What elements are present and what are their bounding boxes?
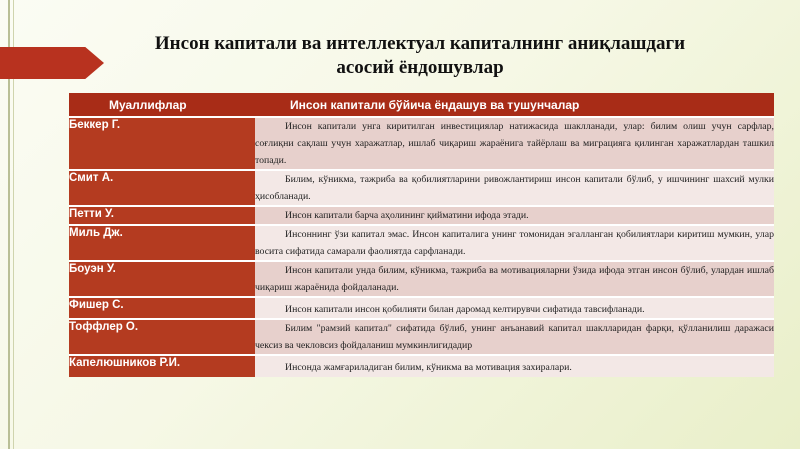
description-text: Инсон капитали инсон қобилияти билан даромад келтирувчи сифатида тавсифланади. [285,304,645,315]
table-row [69,225,774,261]
description-cell [255,355,774,377]
author-cell: Беккер Г. [69,117,255,170]
slide-title [112,32,728,80]
author-cell: Смит А. [69,170,255,206]
author-cell: Капелюшников Р.И. [69,355,255,377]
table-header-row [69,93,774,117]
description-text: Инсон капитали барча аҳолининг қийматини ифода этади. [285,210,529,221]
description-text: Инсон капитали унда билим, кўникма, тажриба ва мотивацияларни ўзида ифода этган инсон бўлиб, улардан ишлаб чиқариш жараёнида фойдаланади. [255,265,774,293]
author-cell: Тоффлер О. [69,319,255,355]
author-cell: Миль Дж. [69,225,255,261]
description-cell [255,206,774,225]
arrow-banner [0,47,104,79]
description-cell [255,225,774,261]
description-cell [255,170,774,206]
description-cell [255,319,774,355]
description-cell [255,117,774,170]
table-row [69,117,774,170]
table-row [69,297,774,319]
header-description: Инсон капитали бўйича ёндашув ва тушунчалар [255,93,774,117]
title-line-1: Инсон капитали ва интеллектуал капиталнинг аниқлашдаги [154,33,686,54]
description-cell [255,297,774,319]
author-cell: Боуэн У. [69,261,255,297]
title-line-2: асосий ёндошувлар [336,57,504,78]
description-text: Билим "рамзий капитал" сифатида бўлиб, унинг анъанавий капитал шаклларидан фарқи, қўлланилиш даражаси чексиз ва чекловсиз фойдаланиш мумкинлигидадир [255,323,774,351]
author-cell: Фишер С. [69,297,255,319]
description-text: Инсонда жамғариладиган билим, кўникма ва мотивация захиралари. [285,362,572,373]
table-row [69,319,774,355]
description-text: Инсоннинг ўзи капитал эмас. Инсон капиталига унинг томонидан эгалланган қобилиятлари киритиш мумкин, улар восита сифатида самарали фаолиятда сарфланади. [255,229,774,257]
description-text: Билим, кўникма, тажриба ва қобилиятларини ривожлантириш инсон капитали бўлиб, у ишчининг шахсий мулки ҳисобланади. [255,174,774,202]
header-author: Муаллифлар [69,93,255,117]
table-row [69,355,774,377]
table-row [69,206,774,225]
description-text: Инсон капитали унга киритилган инвестициялар натижасида шаклланади, улар: билим олиш учун сарфлар, соғлиқни сақлаш учун харажатлар, ишлаб чиқариш жараёнига тайёрлаш ва миграцияга қилинган харажатлардан ташкил топади. [255,121,774,166]
approaches-table [69,93,774,377]
author-cell: Петти У. [69,206,255,225]
table-row [69,170,774,206]
description-cell [255,261,774,297]
table-row [69,261,774,297]
